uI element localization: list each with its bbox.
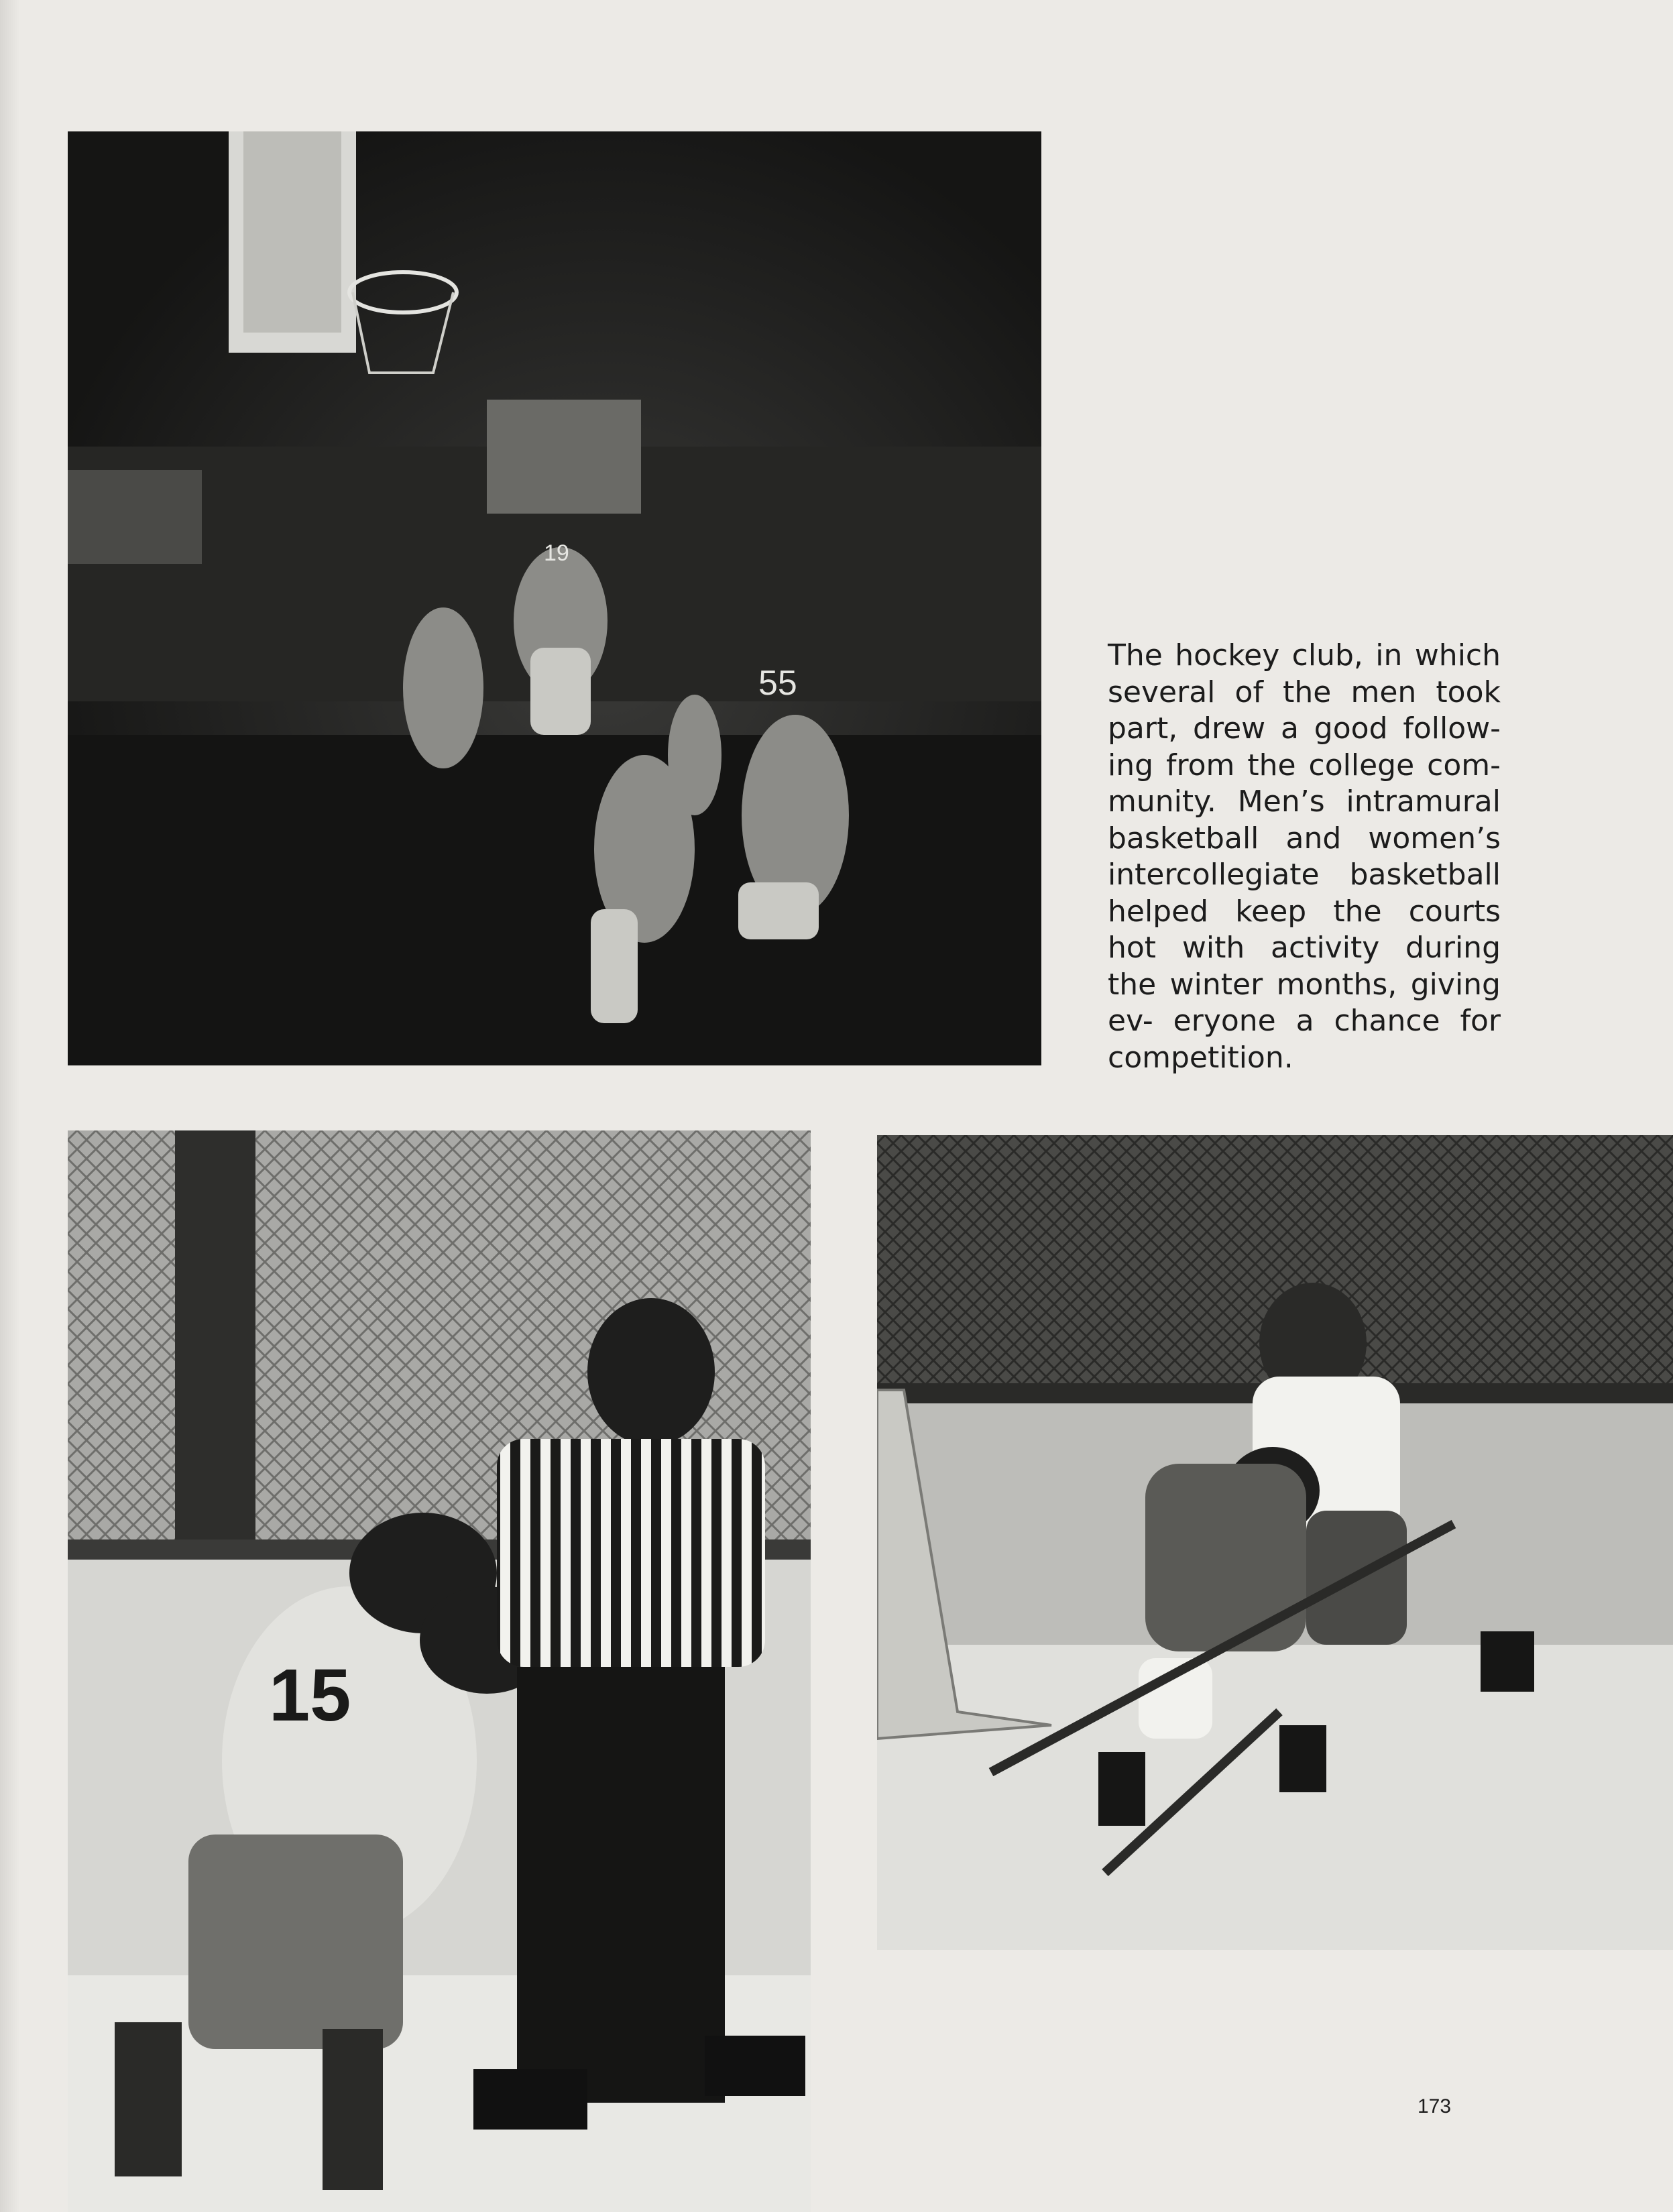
photo-basketball-game <box>68 131 1041 1065</box>
photo-hockey-scuffle <box>68 1130 811 2212</box>
page-number: 173 <box>1418 2095 1452 2117</box>
jersey-number-19: 19 <box>544 540 569 566</box>
page-edge-shadow <box>0 0 20 2212</box>
jersey-number-55: 55 <box>758 664 797 703</box>
jersey-number-15: 15 <box>269 1654 351 1737</box>
photo-caption: The hockey club, in which several of the men took part, drew a good follow- ing from the college com- munity. Men’s intramural basketball and women’s intercollegiate basketball helped keep the courts hot with activity during the winter months, giving ev- eryone a chance for competition. <box>1108 638 1501 1075</box>
photo-hockey-goal-action <box>877 1135 1673 1950</box>
